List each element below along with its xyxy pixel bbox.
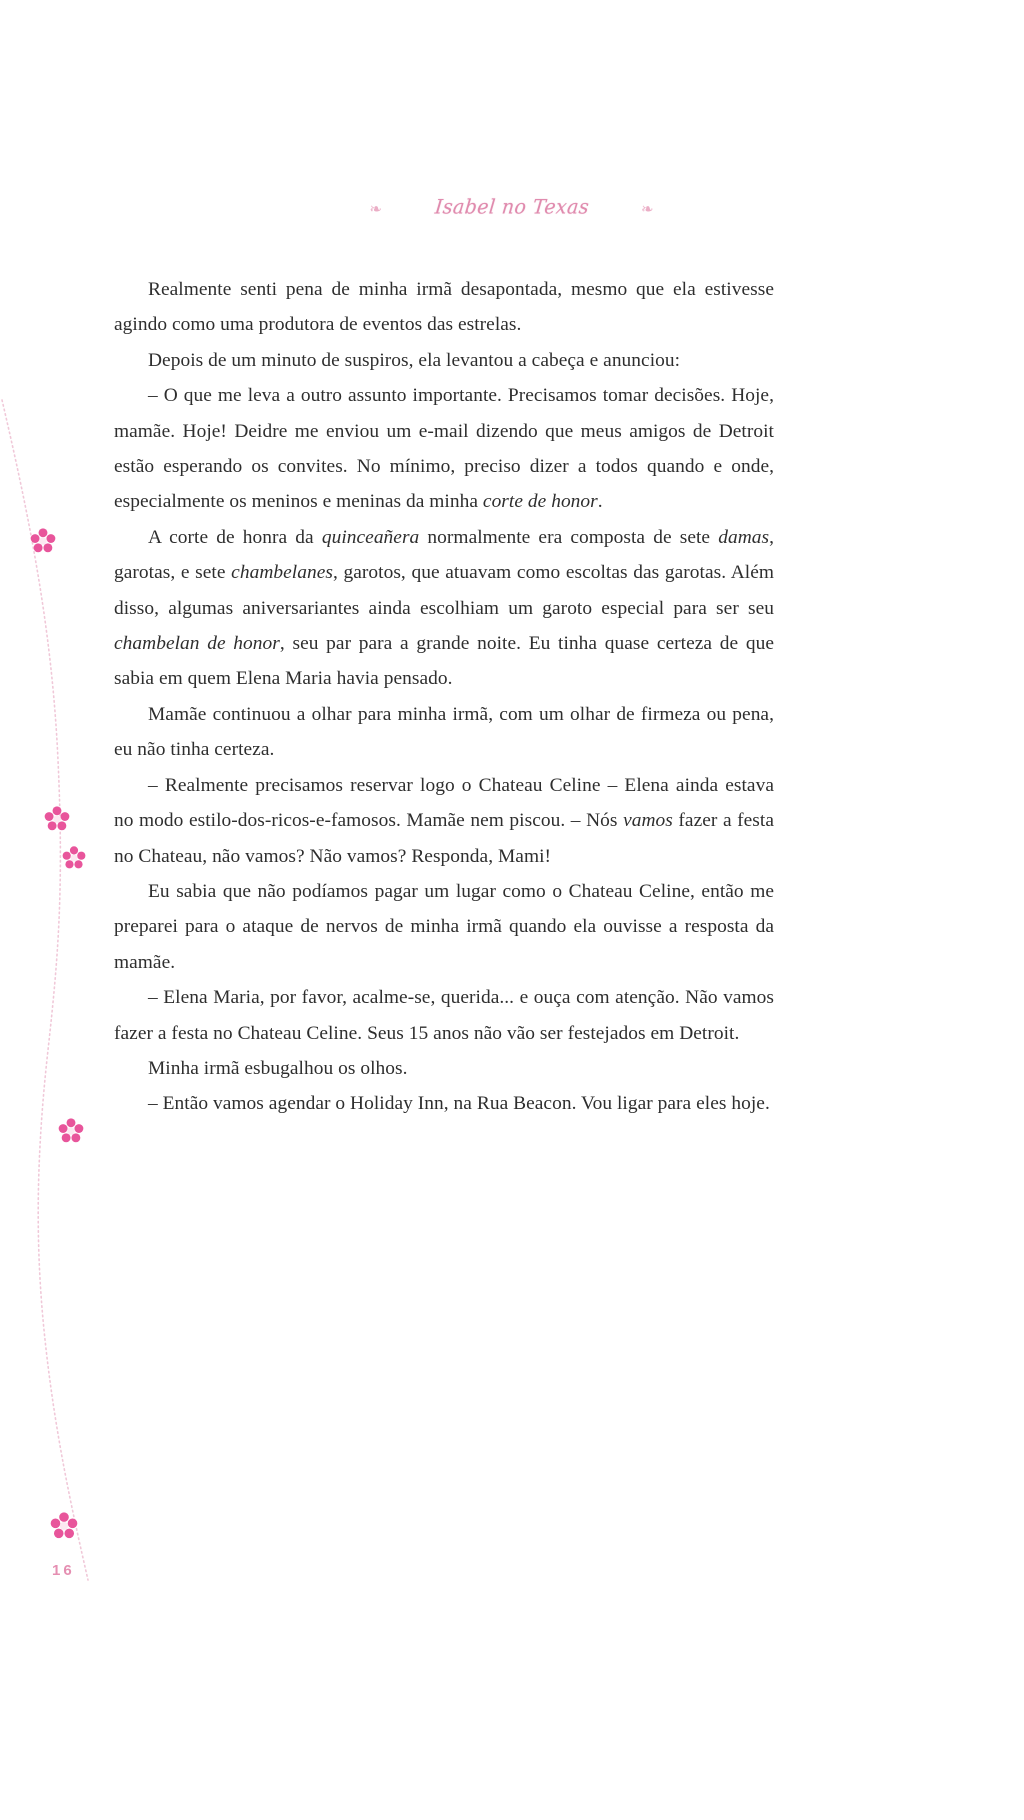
paragraph-text: , garotas, e sete	[114, 526, 774, 584]
paragraph-text: , garotos, que atuavam como escoltas das garotas. Além disso, algumas aniversariantes ainda escolhiam um garoto especial para ser seu	[114, 562, 774, 619]
running-head-title: Isabel no Texas	[433, 195, 591, 219]
emphasis-text: vamos	[623, 810, 673, 832]
paragraph	[114, 378, 774, 520]
emphasis-text: chambelan de honor	[114, 633, 280, 655]
emphasis-text: damas	[718, 526, 770, 548]
paragraph-text: normalmente era composta de sete	[419, 526, 719, 548]
paragraph	[114, 980, 774, 1051]
paragraph	[114, 272, 774, 343]
paragraph	[114, 874, 774, 980]
emphasis-text: chambelanes	[231, 562, 333, 584]
flower-ornament	[62, 846, 86, 870]
flower-icon	[30, 528, 56, 554]
paragraph-text: , seu par para a grande noite. Eu tinha quase certeza de que sabia em quem Elena Maria havia pensado.	[114, 633, 774, 690]
paragraph	[114, 520, 774, 697]
paragraph-text: Realmente senti pena de minha irmã desapontada, mesmo que ela estivesse agindo como uma produtora de eventos das estrelas.	[114, 279, 774, 336]
paragraph	[114, 697, 774, 768]
paragraph-text: Minha irmã esbugalhou os olhos.	[148, 1057, 408, 1079]
paragraph-text: A corte de honra da	[148, 526, 322, 548]
flower-ornament	[30, 528, 56, 554]
flower-ornament	[58, 1118, 84, 1144]
paragraph-text: Eu sabia que não podíamos pagar um lugar como o Chateau Celine, então me preparei para o ataque de nervos de minha irmã quando ela ouvisse a resposta da mamãe.	[114, 880, 774, 973]
paragraph-text: Depois de um minuto de suspiros, ela levantou a cabeça e anunciou:	[148, 349, 681, 371]
paragraph-text: – Então vamos agendar o Holiday Inn, na Rua Beacon. Vou ligar para eles hoje.	[148, 1093, 770, 1115]
body-text	[114, 272, 774, 1122]
paragraph	[114, 1086, 774, 1121]
paragraph-text: – Realmente precisamos reservar logo o Chateau Celine – Elena ainda estava no modo estilo-dos-ricos-e-famosos. Mamãe nem piscou. – Nós	[114, 774, 774, 832]
running-head	[0, 196, 1024, 218]
page-number: 16	[52, 1562, 75, 1579]
emphasis-text: quinceañera	[321, 526, 420, 548]
flower-icon	[62, 846, 86, 870]
paragraph	[114, 1051, 774, 1086]
emphasis-text: corte de honor	[482, 491, 598, 513]
flower-icon	[58, 1118, 84, 1144]
flower-icon	[44, 806, 70, 832]
flower-ornament	[44, 806, 70, 832]
flourish-ornament-left: ❧	[369, 201, 383, 218]
paragraph-text: Mamãe continuou a olhar para minha irmã, com um olhar de firmeza ou pena, eu não tinha certeza.	[114, 703, 774, 761]
flower-ornament	[50, 1512, 78, 1540]
paragraph-text: fazer a festa no Chateau, não vamos? Não vamos? Responda, Mami!	[114, 810, 775, 867]
paragraph-text: – Elena Maria, por favor, acalme-se, querida... e ouça com atenção. Não vamos fazer a festa no Chateau Celine. Seus 15 anos não vão ser festejados em Detroit.	[114, 987, 774, 1044]
paragraph	[114, 343, 774, 378]
flower-icon	[50, 1512, 78, 1540]
paragraph	[114, 768, 774, 874]
paragraph-text: .	[597, 491, 603, 513]
flourish-ornament-right: ❧	[641, 201, 655, 218]
paragraph-text: – O que me leva a outro assunto importante. Precisamos tomar decisões. Hoje, mamãe. Hoje! Deidre me enviou um e-mail dizendo que meus amigos de Detroit estão esperando os convites. No mínimo, preciso dizer a todos quando e onde, especialmente os meninos e meninas da minha	[114, 385, 774, 513]
